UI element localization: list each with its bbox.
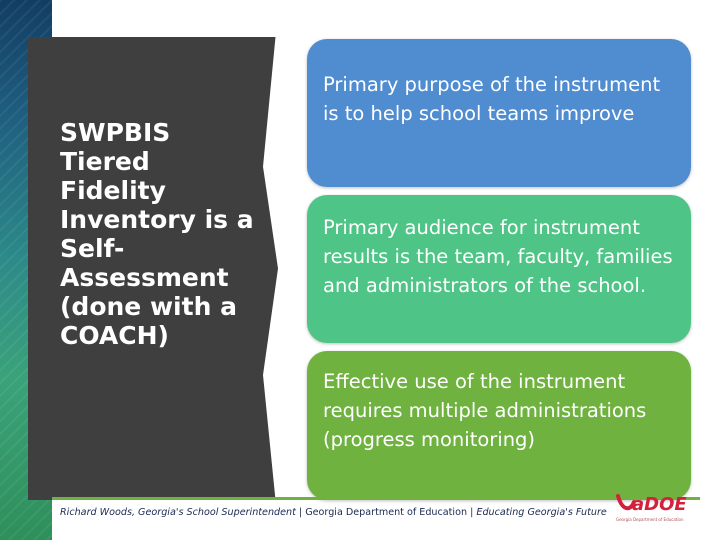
footer-separator-1: | [295, 507, 306, 518]
svg-text:aDOE: aDOE [632, 494, 687, 515]
footer-tagline: Educating Georgia's Future [476, 507, 607, 518]
svg-text:Georgia Department of Educatio: Georgia Department of Education [616, 517, 684, 522]
purpose-box: Primary purpose of the instrument is to help school teams improve [307, 39, 691, 187]
gadoe-logo-icon [612, 490, 710, 524]
footer-divider [52, 497, 700, 500]
effective-use-box: Effective use of the instrument requires multiple administrations (progress monitoring) [307, 351, 691, 500]
footer-department: Georgia Department of Education [305, 507, 468, 518]
footer [60, 507, 607, 518]
footer-separator-2: | [467, 507, 477, 518]
audience-box: Primary audience for instrument results is the team, faculty, families and administrators of the school. [307, 195, 691, 343]
panel-title: SWPBIS Tiered Fidelity Inventory is a Self-Assessment (done with a COACH) [60, 118, 254, 350]
footer-superintendent: Richard Woods, Georgia's School Superintendent [60, 507, 296, 518]
